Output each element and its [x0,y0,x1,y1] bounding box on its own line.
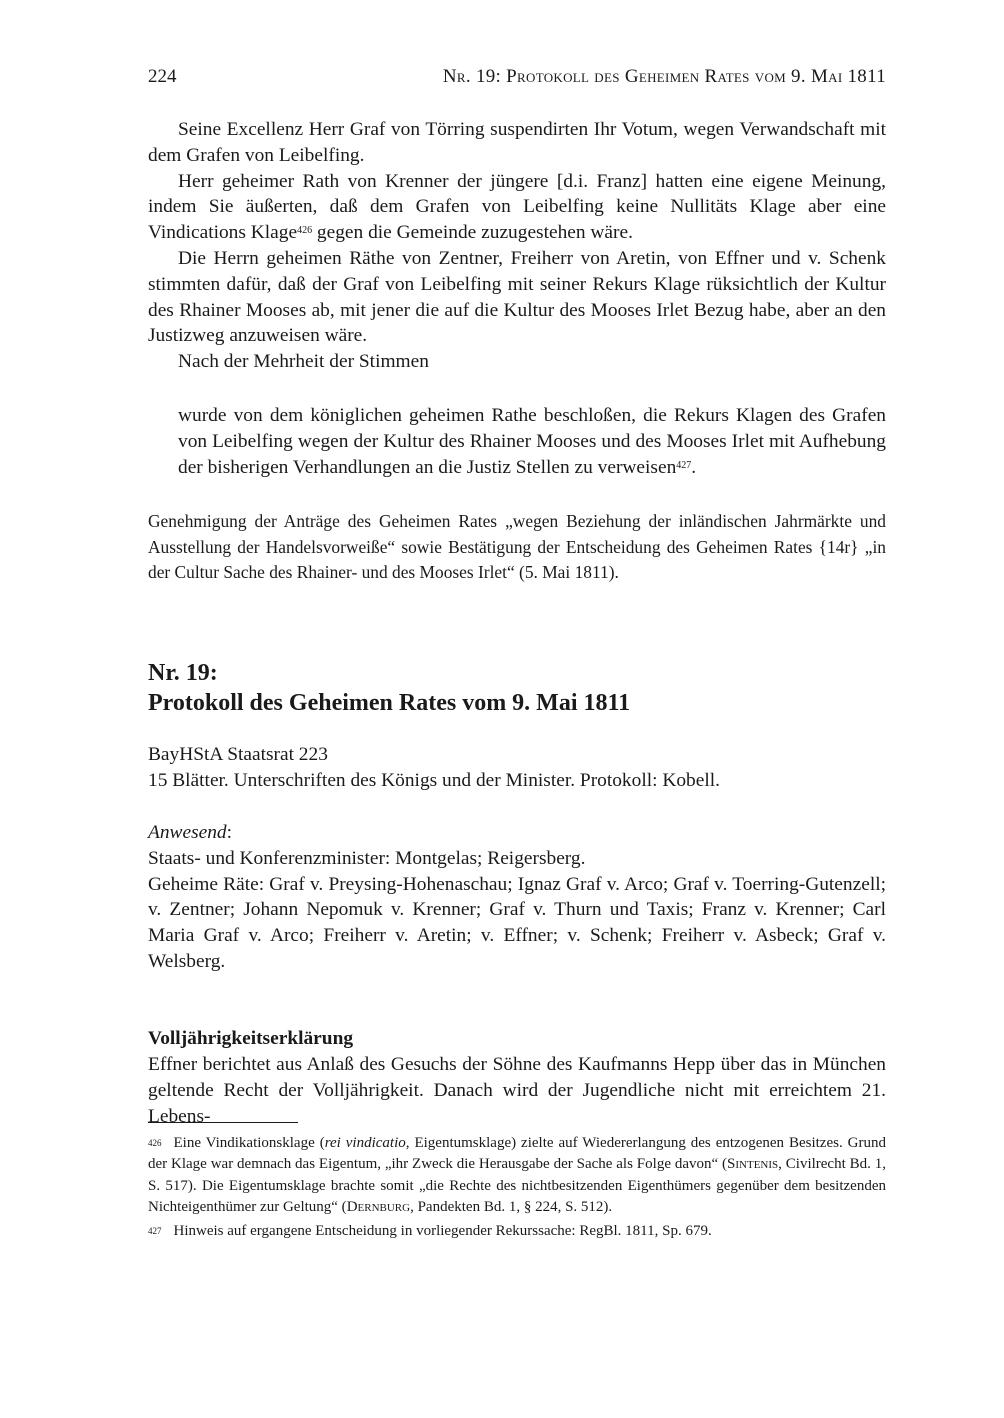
footnote-ref-427[interactable]: 427 [676,459,692,471]
page-header [148,66,886,92]
source-info [148,742,886,794]
section-text: Effner berichtet aus Anlaß des Gesuchs der Söhne des Kaufmanns Hepp über das in München geltende Recht der Volljährigkeit. Danach wird der Jugendliche nicht mit erreichtem 21. Lebens- [148,1054,886,1127]
decision-text-main: wurde von dem königlichen geheimen Rathe beschloßen, die Rekurs Klagen des Grafen von Leibelfing wegen der Kultur des Rhainer Mooses und des Mooses Irlet mit Aufhebung der bisherigen Verhandlungen an die Justiz Stellen zu verweisen [178,405,886,478]
decision-text-end: . [691,456,697,478]
paragraph-krenner-text: Herr geheimer Rath von Krenner der jüngere [d.i. Franz] hatten eine eigene Meinung, indem Sie äußerten, daß dem Grafen von Leibelfing keine Nullitäts Klage aber eine Vindications Klage [148,170,886,244]
document-title-number: Nr. 19: [148,660,218,686]
attendance-ministers: Staats- und Konferenzminister: Montgelas; Reigersberg. [148,847,586,869]
approval-text: Genehmigung der Anträge des Geheimen Rates „wegen Beziehung der inländischen Jahrmärkte und Ausstellung der Handelsvorweiße“ sowie Bestätigung der Entscheidung des Geheimen Rates {14r} „in der Cultur Sache des Rhainer- und des Mooses Irlet“ (5. Mai 1811). [148,511,886,583]
footnote-text: , Civilrecht Bd. 1, S. 517). Die Eigentumsklage brachte somit „die Rechte des nichtbesitzenden Eigenthümers gegenüber dem besitzenden Nichteigenthümer zur Geltung“ ( [148,1156,886,1215]
section-heading: Volljährigkeitserklärung [148,1028,354,1049]
section-majority-declaration [148,1026,886,1129]
paragraph-vote: Die Herrn geheimen Räthe von Zentner, Freiherr von Aretin, von Effner und v. Schenk stimmten dafür, daß der Graf von Leibelfing mit seiner Rekurs Klage rüksichtlich der Kultur des Rhainer Mooses ab, mit jener die auf die Kultur des Mooses Irlet Bezug habe, aber an den Justizweg anzuweisen wäre. [148,247,886,347]
footnote-text: , Eigentumsklage) zielte auf Wiedererlangung des entzogenen Besitzes. Grund der Klage war demnach das Eigentum, „ihr Zweck die Herausgabe der Sache als Folge davon“ ( [148,1135,886,1173]
archive-reference: BayHStA Staatsrat 223 [148,744,328,765]
approval-note [148,509,886,586]
decision-block [178,403,886,480]
paragraph-krenner-text-end: gegen die Gemeinde zuzugestehen wäre. [312,222,633,244]
footnote-author-sintenis: Sintenis [727,1156,779,1173]
footnote-427 [148,1221,886,1242]
paragraph-toerring: Seine Excellenz Herr Graf von Törring suspendirten Ihr Votum, wegen Verwandschaft mit dem Grafen von Leibelfing. [148,119,886,166]
page-number: 224 [148,66,177,87]
attendance-label-colon: : [226,822,233,843]
footnote-italic-term: rei vindicatio [324,1135,406,1151]
attendance-councillors: Geheime Räte: Graf v. Preysing-Hohenaschau; Ignaz Graf v. Arco; Graf v. Toerring-Gutenzell; v. Zentner; Johann Nepomuk v. Krenner; Graf v. Thurn und Taxis; Franz v. Krenner; Carl Maria Graf v. Arco; Freiherr v. Aretin; v. Effner; v. Schenk; Freiherr v. Asbeck; Graf v. Welsberg. [148,873,886,972]
paragraph-majority: Nach der Mehrheit der Stimmen [178,351,429,373]
decision-text [178,403,886,480]
footnotes [148,1133,886,1245]
footnote-number: 426 [148,1138,162,1148]
document-title [148,658,886,718]
footnote-number: 427 [148,1226,162,1237]
document-description: 15 Blätter. Unterschriften des Königs und der Minister. Protokoll: Kobell. [148,769,720,791]
attendance-label-text: Anwesend [148,822,227,843]
paragraph-krenner [148,169,886,246]
running-title: Nr. 19: Protokoll des Geheimen Rates vom 9. Mai 1811 [442,66,886,87]
footnote-divider [148,1122,298,1123]
footnote-text: Eine Vindikationsklage ( [173,1135,325,1151]
footnote-ref-426[interactable]: 426 [297,225,313,237]
protocol-continuation [148,117,886,375]
document-title-text: Protokoll des Geheimen Rates vom 9. Mai 1811 [148,690,631,716]
footnote-author-dernburg: Dernburg [346,1198,411,1215]
attendance-label [148,820,886,846]
attendance [148,820,886,975]
footnote-text: , Pandekten Bd. 1, § 224, S. 512). [410,1198,613,1215]
footnote-426 [148,1133,886,1218]
footnote-text: Hinweis auf ergangene Entscheidung in vorliegender Rekurssache: RegBl. 1811, Sp. 679. [173,1223,712,1240]
